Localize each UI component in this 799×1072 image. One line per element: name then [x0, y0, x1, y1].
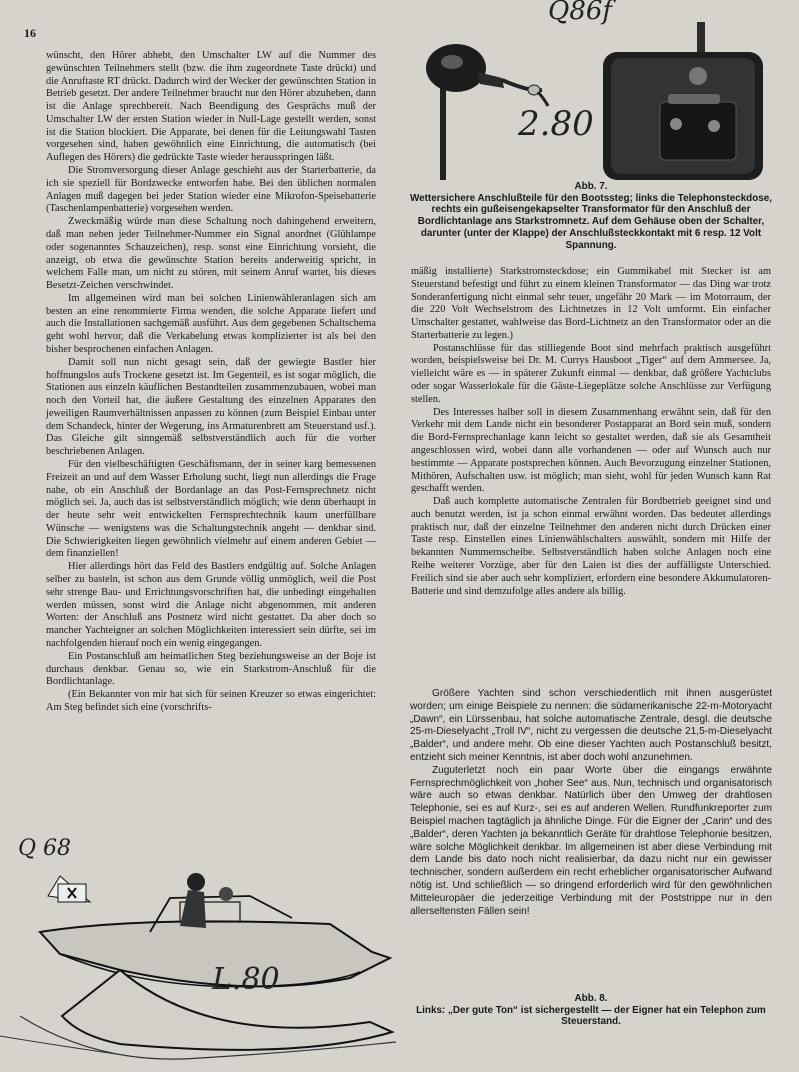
right-paragraph-1: mäßig installierte) Starkstromsteckdose; ein Gummikabel mit Stecker ist am Steuerstand befestigt und führt zu einem kleinen Transformator — das Ding war trotz Sonderanfertigung nicht einmal sehr teuer, ungefähr 20 Mark — im Motorraum, der die 220 Volt Wechselstrom des Lichtnetzes in 12 Volt umformt. Ein einfacher Umschalter gestattet, wahlweise das Bord-Lichtnetz an den Transformator oder an die Starterbatterie zu legen.) — [411, 266, 771, 341]
right-paragraph-3: Des Interesses halber soll in diesem Zusammenhang erwähnt sein, daß für den Verkehr mit dem Lande nicht ein besonderer Postapparat an Bord sein muß, sondern die Bord-Fernsprechanlage kann leicht so gestaltet werden, daß sie als Gesamtheit angeschlossen wird, wobei dann alle vorhandenen — oder auf Wunsch auch nur bestimmte — Apparate postsprechen können. Auch Bevorzugung einzelner Stationen, Mithören, Aufschalten usw. ist möglich; man sieht, wohl für jeden Wunsch kann Rat geschafft werden. — [411, 406, 771, 495]
right-text-column-top — [411, 266, 771, 598]
left-paragraph-4: Im allgemeinen wird man bei solchen Linienwähleranlagen sich am besten an eine renommierte Firma wenden, die solche Apparate liefert und auch die Installationen sachgemäß ausführt. Aus dem gegebenen Schaltschema geht wohl hervor, daß die Verkabelung etwas komplizierter ist als bei den bisher besprochenen einfachen Anlagen. — [46, 292, 376, 355]
left-paragraph-9: (Ein Bekannter von mir hat sich für seinen Kreuzer so etwas eingerichtet: Am Steg befindet sich eine (vorschrifts- — [46, 689, 376, 713]
right-paragraph-4: Daß auch komplette automatische Zentralen für Bordbetrieb geeignet sind und auch benutzt werden, ist ja schon einmal erwähnt worden. Das bedeutet allerdings praktisch nur, daß der einzelne Teilnehmer den anderen nicht durch Drücken einer Taste resp. Einstellen eines Linienwählschalters auswählt, sondern mit Hilfe der bekannten Nummernscheibe. Selbstverständlich haben solche Anlagen noch eine Reihe weiterer Vorzüge, aber für den Laien ist dies der auffälligste Unterschied. Freilich sind sie aber auch sehr kompliziert, erfordern eine besondere Akkumulatoren-Batterie und sind demzufolge alles andere als billig. — [411, 496, 771, 597]
left-paragraph-2: Die Stromversorgung dieser Anlage geschieht aus der Starterbatterie, da ich sie speziell für Bordzwecke entworfen habe. Bei den üblichen normalen Anlagen muß dagegen bei jeder Station wieder eine Mikrofon-Speisebatterie (Taschenlampenbatterie) vorgesehen werden. — [46, 165, 376, 215]
figure-7-label: Abb. 7. — [574, 181, 608, 192]
left-paragraph-6: Für den vielbeschäftigten Geschäftsmann, der in seiner karg bemessenen Freizeit an und auf dem Wasser Erholung sucht, liegt nun allerdings die Frage nahe, ob ein Anschluß der Bordanlage an das Post-Fernsprechnetz nicht möglich sei. Ja, auch das ist selbstverständlich möglich; wie denn überhaupt in der heute sehr weit entwickelten Fernsprechtechnik kaum unerfüllbare Wünsche — wenigstens was die Schaltungstechnik angeht — denkbar sind. Die Schwierigkeiten liegen gewöhnlich vielmehr auf einem anderen Gebiet — dem finanziellen! — [46, 459, 376, 560]
left-paragraph-8: Ein Postanschluß am heimatlichen Steg beziehungsweise an der Boje ist durchaus denkbar. Genau so, wie ein Starkstrom-Anschluß für die Bordlichtanlage. — [46, 650, 376, 688]
handwritten-price-bottom: L.80 — [212, 962, 280, 997]
right-text-column-bottom — [410, 688, 772, 918]
figure-8-caption-text: Links: „Der gute Ton“ ist sichergestellt — der Eigner hat ein Telephon zum Steuerstand. — [416, 1004, 766, 1028]
transformer-box-image — [603, 22, 763, 180]
right-paragraph-5: Größere Yachten sind schon verschiedentlich mit ihnen ausgerüstet worden; um einige Beispiele zu nennen: die südamerikanische 22-m-Motoryacht „Dawn“, ein Lürssenbau, hat solche automatische Zentrale, desgl. die deutsche 25-m-Dieselyacht „Troll IV“, nicht zu vergessen die deutsche 21,5-m-Dieselyacht „Balder“, und andere mehr. Ob eine dieser Yachten auch Postanschluß besitzt, entzieht sich meiner Kenntnis, ist aber doch wohl anzunehmen. — [410, 688, 772, 763]
handwritten-code-top: Q86f — [548, 0, 613, 26]
right-paragraph-6: Zuguterletzt noch ein paar Worte über die eingangs erwähnte Fernsprechmöglichkeit von „hoher See“ aus. Nun, technisch und organisatorisch wäre auch so etwas denkbar. Natürlich über den Umweg der drahtlosen Telephonie, sei es auf Kurz-, sei es auf anderen Wellen. Rundfunkreporter zum Beispiel machen tagtäglich ja ähnliche Dinge. Für die Eigner der „Carin“ und des „Balder“, deren Yachten ja bekanntlich Geräte für drahtlose Telephonie besitzen, wäre solche Möglichkeit denkbar. Im allgemeinen ist aber diese Verbindung mit dem Lande bis dato noch nicht realisierbar, da dazu nicht nur ein gewisser technischer, sondern außerdem ein recht erheblicher organisatorischer Aufwand nötig ist. Und schließlich — so dringend erforderlich wird für den gewöhnlichen Mitteleuropäer die jederzeitige Verbindung mit der Poststrippe nur in den allerseltensten Fällen sein! — [410, 764, 772, 917]
figure-8-label: Abb. 8. — [574, 993, 608, 1004]
figure-8-caption — [410, 993, 772, 1028]
handwritten-price-top: 2.80 — [518, 104, 594, 144]
motorboat-illustration — [0, 846, 396, 1067]
figure-7-illustration — [410, 22, 782, 180]
handwritten-code-bottom: Q 68 — [18, 836, 72, 861]
figure-7-caption — [410, 181, 772, 251]
right-paragraph-2: Postanschlüsse für das stilliegende Boot sind mehrfach praktisch ausgeführt worden, beispielsweise bei Dr. M. Currys Hausboot „Tiger“ auf dem Ammersee. Ja, vielleicht wäre es — in späterer Zukunft einmal — denkbar, daß größere Yachtclubs oder sogar Wasserlokale für die Gäste-Liegeplätze solche Anschlüsse zur Verfügung stellen. — [411, 342, 771, 405]
figure-7-photo — [410, 22, 782, 180]
left-paragraph-3: Zweckmäßig würde man diese Schaltung noch dahingehend erweitern, daß man neben jeder Teilnehmer-Nummer ein Signal anordnet (Glühlampe oder sogenanntes Schauzeichen), resp. sonst eine Einrichtung vorsieht, die anzeigt, ob etwa die gewünschte Station bereits anderweitig spricht, in welchem Falle man, um nicht zu stören, mit seinem Anruf wartet, bis dieses Besetzt-Zeichen verschwindet. — [46, 216, 376, 292]
left-paragraph-7: Hier allerdings hört das Feld des Bastlers endgültig auf. Solche Anlagen selber zu basteln, ist schon aus dem Grunde völlig unmöglich, weil die Post sehr strenge Bau- und Errichtungsvorschriften hat, die unbedingt eingehalten werden müssen, sonst wird die Anlage nicht abgenommen, mit anderen Worten: der Anschluß ans Postnetz wird nicht gestattet. Da aber doch so mancher Yachteigner an solchen Möglichkeiten interessiert sein dürfte, sei im nachfolgenden hierauf noch ein wenig eingegangen. — [46, 561, 376, 649]
figure-8-drawing — [0, 846, 396, 1067]
page-number: 16 — [24, 26, 36, 40]
left-text-column — [46, 50, 376, 715]
left-paragraph-1: wünscht, den Hörer abhebt, den Umschalter LW auf die Nummer des gewünschten Teilnehmers stellt (bzw. die ihm zugeordnete Taste drückt) und die Anruftaste RT drückt. Dadurch wird der Wecker der gewünschten Station in Betrieb gesetzt. Der andere Teilnehmer braucht nur den Hörer abzuheben, dann ist die Anlage sprechbereit. Nach Beendigung des Gesprächs muß der Umschalter LW der ersten Station wieder in Null-Lage gestellt werden, sonst ist die Station blockiert. Die Apparate, bei denen für die Leitungswahl Tasten vorgesehen sind, haben gewöhnlich eine Einrichtung, die automatisch (bei Auflegen des Hörers) die gedrückte Taste wieder herausspringen läßt. — [46, 50, 376, 164]
figure-7-caption-text: Wettersichere Anschlußteile für den Bootssteg; links die Telephonsteckdose, rechts ein gußeisengekapselter Transformator für den Anschluß der Bordlichtanlage ans Starkstromnetz. Auf dem Gehäuse oben der Schalter, darunter (unter der Klappe) der Anschlußsteckkontakt mit 6 resp. 12 Volt Spannung. — [410, 192, 772, 251]
left-paragraph-5: Damit soll nun nicht gesagt sein, daß der gewiegte Bastler hier hoffnungslos aufs Trockene gesetzt ist. Im Gegenteil, es ist sogar möglich, die Stationen aus einzeln käuflichen Bestandteilen zusammenzubauen, wobei man noch den Vorteil hat, die äußere Gestaltung des einzelnen Apparates den jeweiligen Raumverhältnissen anpassen zu können (zum Beispiel Einbau unter dem Schandeck, hinter der Wegerung, ins Armaturenbrett am Steuerstand usf.). Das Gleiche gilt sinngemäß selbstverständlich auch für die vorher beschriebenen Anlagen. — [46, 356, 376, 458]
